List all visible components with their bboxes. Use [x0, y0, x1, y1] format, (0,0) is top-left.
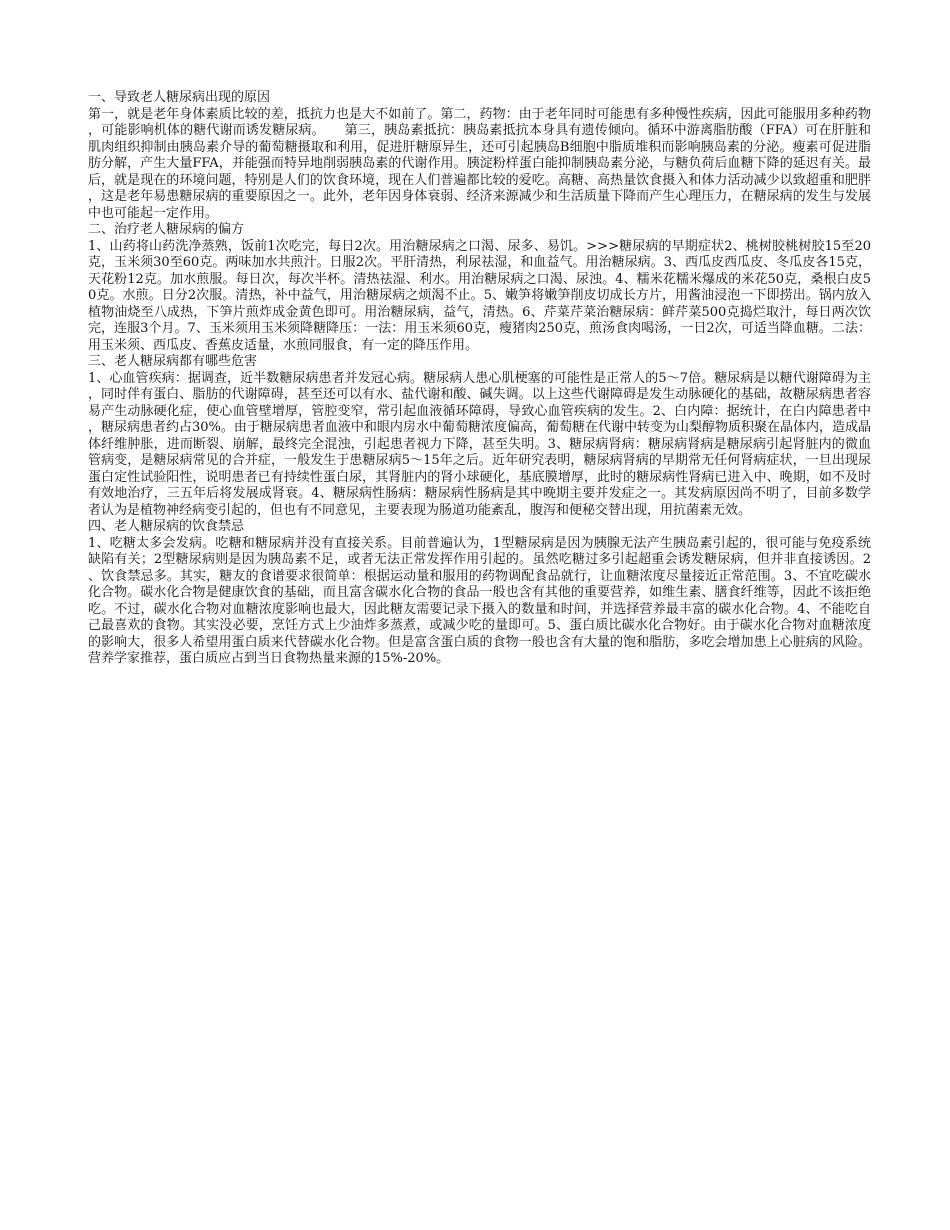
section-heading: 三、老人糖尿病都有哪些危害 — [88, 354, 258, 369]
section-body: 1、山药将山药洗净蒸熟，饭前1次吃完，每日2次。用治糖尿病之口渴、尿多、易饥。>>>糖尿病的早期症状2、桃树胶桃树胶15至20克，玉米须30至60克。两味加水共煎汁。日服2次。平肝清热，利尿祛湿，和血益气。用治糖尿病。3、西瓜皮西瓜皮、冬瓜皮各15克，天花粉12克。加水煎服。每日次，每次半杯。清热祛湿、利水。用治糖尿病之口渴、尿浊。4、糯米花糯米爆成的米花50克，桑根白皮50克。水煎。日分2次服。清热，补中益气，用治糖尿病之烦渴不止。5、嫩笋将嫩笋削皮切成长方片，用酱油浸泡一下即捞出。锅内放入植物油烧至八成热，下笋片煎炸成金黄色即可。用治糖尿病，益气，清热。6、芹菜芹菜治糖尿病：鲜芹菜500克捣烂取汁，每日两次饮完，连服3个月。7、玉米须用玉米须降糖降压：一法：用玉米须60克，瘦猪肉250克，煎汤食肉喝汤，一日2次，可适当降血糖。二法：用玉米须、西瓜皮、香蕉皮适量，水煎同服食，有一定的降压作用。 — [88, 238, 871, 353]
section-heading: 四、老人糖尿病的饮食禁忌 — [88, 519, 245, 534]
section-heading: 一、导致老人糖尿病出现的原因 — [88, 90, 271, 105]
section-body: 1、吃糖太多会发病。吃糖和糖尿病并没有直接关系。目前普遍认为，1型糖尿病是因为胰腺无法产生胰岛素引起的，很可能与免疫系统缺陷有关；2型糖尿病则是因为胰岛素不足，或者无法正常发挥作用引起的。虽然吃糖过多引起超重会诱发糖尿病，但并非直接诱因。2、饮食禁忌多。其实，糖友的食谱要求很简单：根据运动量和服用的药物调配食品就行，让血糖浓度尽量接近正常范围。3、不宜吃碳水化合物。碳水化合物是健康饮食的基础，而且富含碳水化合物的食品一般也含有其他的重要营养，如维生素、膳食纤维等，因此不该拒绝吃。不过，碳水化合物对血糖浓度影响也最大，因此糖友需要记录下摄入的数量和时间，并选择营养最丰富的碳水化合物。4、不能吃自己最喜欢的食物。其实没必要，烹饪方式上少油炸多蒸煮，或减少吃的量即可。5、蛋白质比碳水化合物好。由于碳水化合物对血糖浓度的影响大，很多人希望用蛋白质来代替碳水化合物。但是富含蛋白质的食物一般也含有大量的饱和脂肪，多吃会增加患上心脏病的风险。营养学家推荐，蛋白质应占到当日食物热量来源的15%-20%。 — [88, 535, 871, 666]
section-remedies — [88, 222, 871, 354]
section-body: 第一，就是老年身体素质比较的差，抵抗力也是大不如前了。第二，药物：由于老年同时可能患有多种慢性疾病，因此可能服用多种药物，可能影响机体的糖代谢而诱发糖尿病。 第三，胰岛素抵抗：胰岛素抵抗本身具有遗传倾向。循环中游离脂肪酸（FFA）可在肝脏和肌肉组织抑制由胰岛素介导的葡萄糖摄取和利用，促进肝糖原异生，还可引起胰岛B细胞中脂质堆积而影响胰岛素的分泌。瘦素可促进脂肪分解，产生大量FFA，并能强而特异地削弱胰岛素的代谢作用。胰淀粉样蛋白能抑制胰岛素分泌，与糖负荷后血糖下降的延迟有关。最后，就是现在的环境问题，特别是人们的饮食环境，现在人们普遍都比较的爱吃。高糖、高热量饮食摄入和体力活动减少以致超重和肥胖，这是老年易患糖尿病的重要原因之一。此外，老年因身体衰弱、经济来源减少和生活质量下降而产生心理压力，在糖尿病的发生与发展中也可能起一定作用。 — [88, 106, 871, 221]
section-heading: 二、治疗老人糖尿病的偏方 — [88, 222, 245, 237]
section-causes — [88, 90, 871, 222]
section-hazards — [88, 354, 871, 519]
document-page — [88, 90, 871, 668]
section-diet-taboos — [88, 519, 871, 668]
section-body: 1、心血管疾病：据调查，近半数糖尿病患者并发冠心病。糖尿病人患心肌梗塞的可能性是正常人的5～7倍。糖尿病是以糖代谢障碍为主，同时伴有蛋白、脂肪的代谢障碍，甚至还可以有水、盐代谢和酸、碱失调。以上这些代谢障碍是发生动脉硬化的基础，故糖尿病患者容易产生动脉硬化症，使心血管壁增厚，管腔变窄，常引起血液循环障碍，导致心血管疾病的发生。2、白内障：据统计，在白内障患者中，糖尿病患者约占30%。由于糖尿病患者血液中和眼内房水中葡萄糖浓度偏高，葡萄糖在代谢中转变为山梨醇物质积聚在晶体内，造成晶体纤维肿胀，进而断裂、崩解，最终完全混浊，引起患者视力下降，甚至失明。3、糖尿病肾病：糖尿病肾病是糖尿病引起肾脏内的微血管病变，是糖尿病常见的合并症，一般发生于患糖尿病5～15年之后。近年研究表明，糖尿病肾病的早期常无任何肾病症状，一旦出现尿蛋白定性试验阳性，说明患者已有持续性蛋白尿，其肾脏内的肾小球硬化，基底膜增厚，此时的糖尿病性肾病已进入中、晚期，如不及时有效地治疗，三五年后将发展成肾衰。4、糖尿病性肠病：糖尿病性肠病是其中晚期主要并发症之一。其发病原因尚不明了，目前多数学者认为是植物神经病变引起的，但也有不同意见，主要表现为肠道功能紊乱，腹泻和便秘交替出现，用抗菌素无效。 — [88, 370, 871, 518]
